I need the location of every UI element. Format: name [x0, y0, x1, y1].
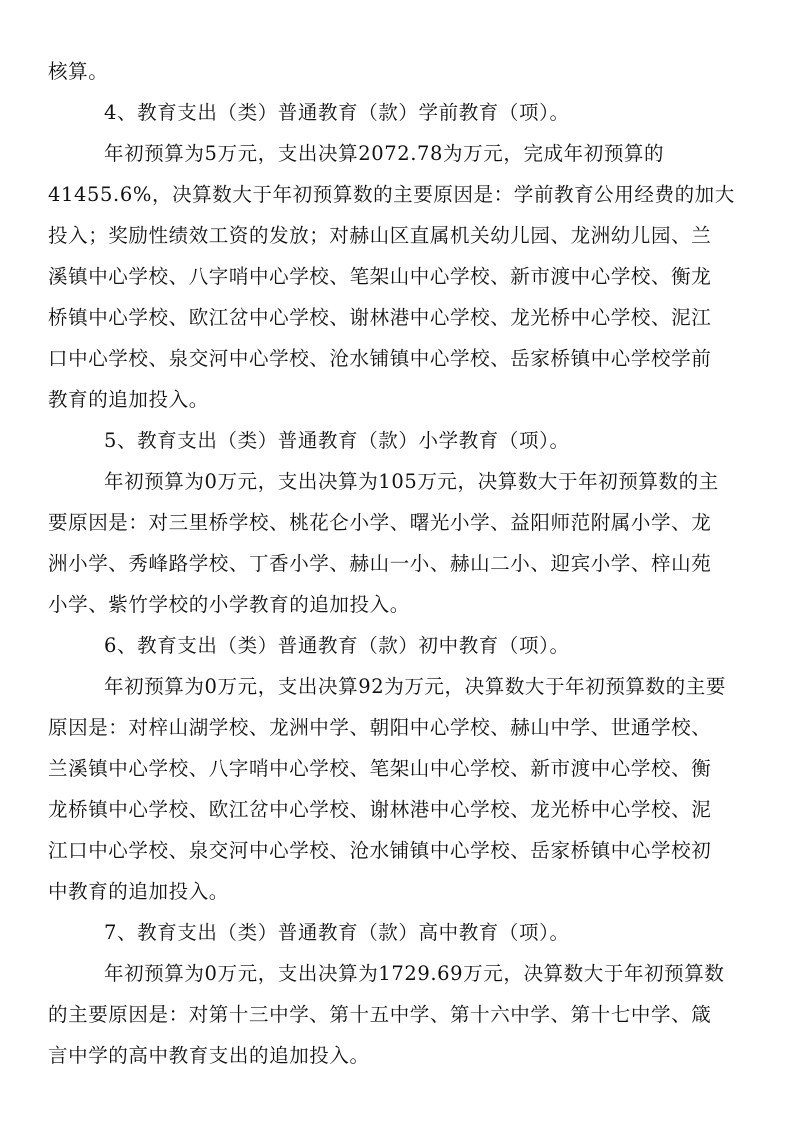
text-line: 教育的追加投入。	[48, 388, 209, 411]
text-line: 言中学的高中教育支出的追加投入。	[48, 1044, 370, 1067]
text-line: 原因是：对梓山湖学校、龙洲中学、朝阳中心学校、赫山中学、世通学校、	[48, 716, 712, 739]
text-line: 核算。	[48, 60, 109, 83]
text-line: 41455.6%，决算数大于年初预算数的主要原因是：学前教育公用经费的加大	[48, 183, 735, 206]
section-heading-6: 6、教育支出（类）普通教育（款）初中教育（项）。	[104, 634, 570, 657]
section-heading-5: 5、教育支出（类）普通教育（款）小学教育（项）。	[104, 429, 570, 452]
text-line: 投入；奖励性绩效工资的发放；对赫山区直属机关幼儿园、龙洲幼儿园、兰	[48, 224, 712, 247]
section-heading-7: 7、教育支出（类）普通教育（款）高中教育（项）。	[104, 921, 570, 944]
text-line: 龙桥镇中心学校、欧江岔中心学校、谢林港中心学校、龙光桥中心学校、泥	[48, 798, 712, 821]
text-line: 桥镇中心学校、欧江岔中心学校、谢林港中心学校、龙光桥中心学校、泥江	[48, 306, 712, 329]
text-line: 年初预算为5万元，支出决算2072.78为万元，完成年初预算的	[104, 142, 665, 165]
text-line: 年初预算为0万元，支出决算为1729.69万元，决算数大于年初预算数	[104, 962, 725, 985]
text-line: 口中心学校、泉交河中心学校、沧水铺镇中心学校、岳家桥镇中心学校学前	[48, 347, 712, 370]
text-line: 兰溪镇中心学校、八字哨中心学校、笔架山中心学校、新市渡中心学校、衡	[48, 757, 712, 780]
text-line: 年初预算为0万元，支出决算为105万元，决算数大于年初预算数的主	[104, 470, 719, 493]
text-line: 江口中心学校、泉交河中心学校、沧水铺镇中心学校、岳家桥镇中心学校初	[48, 839, 712, 862]
text-line: 中教育的追加投入。	[48, 880, 229, 903]
section-heading-4: 4、教育支出（类）普通教育（款）学前教育（项）。	[104, 101, 570, 124]
text-line: 年初预算为0万元，支出决算92为万元，决算数大于年初预算数的主要	[104, 675, 726, 698]
text-line: 洲小学、秀峰路学校、丁香小学、赫山一小、赫山二小、迎宾小学、梓山苑	[48, 552, 712, 575]
text-line: 要原因是：对三里桥学校、桃花仑小学、曙光小学、益阳师范附属小学、龙	[48, 511, 712, 534]
text-line: 的主要原因是：对第十三中学、第十五中学、第十六中学、第十七中学、箴	[48, 1003, 712, 1026]
text-line: 溪镇中心学校、八字哨中心学校、笔架山中心学校、新市渡中心学校、衡龙	[48, 265, 712, 288]
text-line: 小学、紫竹学校的小学教育的追加投入。	[48, 593, 410, 616]
